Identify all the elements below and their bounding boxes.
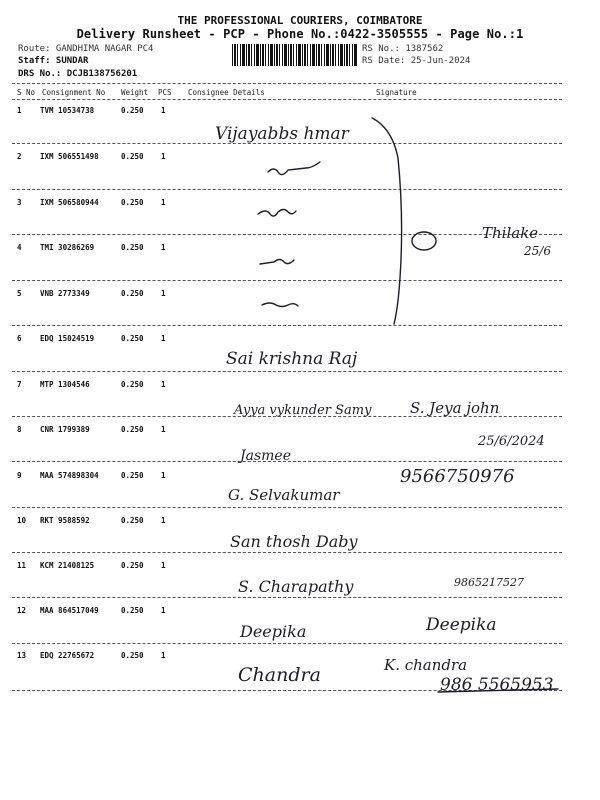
row-consignment-no: IXM 506551498 <box>40 152 99 161</box>
row-sno: 3 <box>17 198 22 207</box>
row-sno: 6 <box>17 334 22 343</box>
column-header-consignment: Consignment No <box>42 88 106 97</box>
row-weight: 0.250 <box>121 152 144 161</box>
rs-date: RS Date: 25-Jun-2024 <box>362 56 471 66</box>
row-sno: 9 <box>17 471 22 480</box>
row-consignment-no: MAA 574898304 <box>40 471 99 480</box>
ditto-mark-row-2 <box>268 162 320 175</box>
consignee-handwriting-row-7: Ayya vykunder Samy <box>234 403 372 418</box>
consignee-handwriting-row-9: G. Selvakumar <box>228 486 340 504</box>
row-weight: 0.250 <box>121 243 144 252</box>
consignee-handwriting-row-12: Deepika <box>240 622 307 641</box>
row-weight: 0.250 <box>121 425 144 434</box>
row-weight: 0.250 <box>121 471 144 480</box>
row-sno: 11 <box>17 561 27 570</box>
row-consignment-no: EDQ 15024519 <box>40 334 95 343</box>
row-sno: 7 <box>17 380 22 389</box>
signature-row-13-phone: 986 5565953 <box>440 675 554 695</box>
consignee-handwriting-row-11: S. Charapathy <box>238 577 354 596</box>
runsheet-title: Delivery Runsheet - PCP - Phone No.:0422-3505555 - Page No.:1 <box>76 27 524 41</box>
row-consignment-no: TVM 10534738 <box>40 106 95 115</box>
ditto-mark-row-3 <box>258 210 296 217</box>
row-consignment-no: CNR 1799389 <box>40 425 90 434</box>
row-pcs: 1 <box>161 198 166 207</box>
row-pcs: 1 <box>161 243 166 252</box>
signature-row-7: S. Jeya john <box>410 399 500 417</box>
row-pcs: 1 <box>161 334 166 343</box>
row-pcs: 1 <box>161 651 166 660</box>
row-pcs: 1 <box>161 516 166 525</box>
row-sno: 8 <box>17 425 22 434</box>
signature-loop-row-4 <box>412 232 436 250</box>
signature-row-13-name: K. chandra <box>384 656 468 674</box>
column-header-weight: Weight <box>121 88 149 97</box>
consignee-handwriting-row-13: Chandra <box>238 664 321 686</box>
row-sno: 12 <box>17 606 27 615</box>
row-weight: 0.250 <box>121 380 144 389</box>
column-header-pcs: PCS <box>158 88 172 97</box>
row-sno: 5 <box>17 289 22 298</box>
ditto-mark-row-5 <box>262 303 298 307</box>
row-weight: 0.250 <box>121 561 144 570</box>
row-consignment-no: VNB 2773349 <box>40 289 90 298</box>
row-weight: 0.250 <box>121 606 144 615</box>
row-weight: 0.250 <box>121 106 144 115</box>
row-consignment-no: MAA 864517049 <box>40 606 99 615</box>
row-sno: 2 <box>17 152 22 161</box>
route-label: Route: GANDHIMA NAGAR PC4 <box>18 44 154 54</box>
row-pcs: 1 <box>161 606 166 615</box>
row-weight: 0.250 <box>121 516 144 525</box>
row-weight: 0.250 <box>121 198 144 207</box>
ditto-mark-row-4 <box>260 260 294 265</box>
rs-number: RS No.: 1387562 <box>362 44 444 54</box>
row-sno: 13 <box>17 651 27 660</box>
row-consignment-no: RKT 9588592 <box>40 516 90 525</box>
drs-number: DRS No.: DCJB138756201 <box>18 69 138 79</box>
row-weight: 0.250 <box>121 651 144 660</box>
column-header-signature: Signature <box>376 88 417 97</box>
consignee-handwriting-row-6: Sai krishna Raj <box>226 349 358 369</box>
row-consignment-no: TMI 30286269 <box>40 243 95 252</box>
row-consignment-no: MTP 1304546 <box>40 380 90 389</box>
consignee-handwriting-row-1: Vijayabbs hmar <box>215 124 349 144</box>
signature-row-8-date: 25/6/2024 <box>478 434 545 449</box>
signature-row-9-phone: 9566750976 <box>400 466 515 487</box>
row-weight: 0.250 <box>121 334 144 343</box>
row-pcs: 1 <box>161 106 166 115</box>
signature-row-4-date: 25/6 <box>524 244 551 258</box>
signature-row-4-name: Thilake <box>482 224 539 242</box>
row-pcs: 1 <box>161 425 166 434</box>
consignee-handwriting-row-8: Jasmee <box>240 448 291 464</box>
row-sno: 1 <box>17 106 22 115</box>
row-pcs: 1 <box>161 471 166 480</box>
row-pcs: 1 <box>161 289 166 298</box>
signature-row-12: Deepika <box>426 615 497 635</box>
company-title: THE PROFESSIONAL COURIERS, COIMBATORE <box>177 14 423 27</box>
row-consignment-no: IXM 506580944 <box>40 198 99 207</box>
row-weight: 0.250 <box>121 289 144 298</box>
row-pcs: 1 <box>161 152 166 161</box>
row-consignment-no: EDQ 22765672 <box>40 651 95 660</box>
column-header-consignee: Consignee Details <box>188 88 265 97</box>
column-header-sno: S No <box>17 88 36 97</box>
signature-row-11-phone: 9865217527 <box>454 576 524 589</box>
row-sno: 4 <box>17 243 22 252</box>
staff-label: Staff: SUNDAR <box>18 56 89 66</box>
consignee-handwriting-row-10: San thosh Daby <box>230 532 358 551</box>
row-pcs: 1 <box>161 561 166 570</box>
ditto-bracket <box>372 118 402 324</box>
row-sno: 10 <box>17 516 27 525</box>
row-pcs: 1 <box>161 380 166 389</box>
row-consignment-no: KCM 21408125 <box>40 561 95 570</box>
